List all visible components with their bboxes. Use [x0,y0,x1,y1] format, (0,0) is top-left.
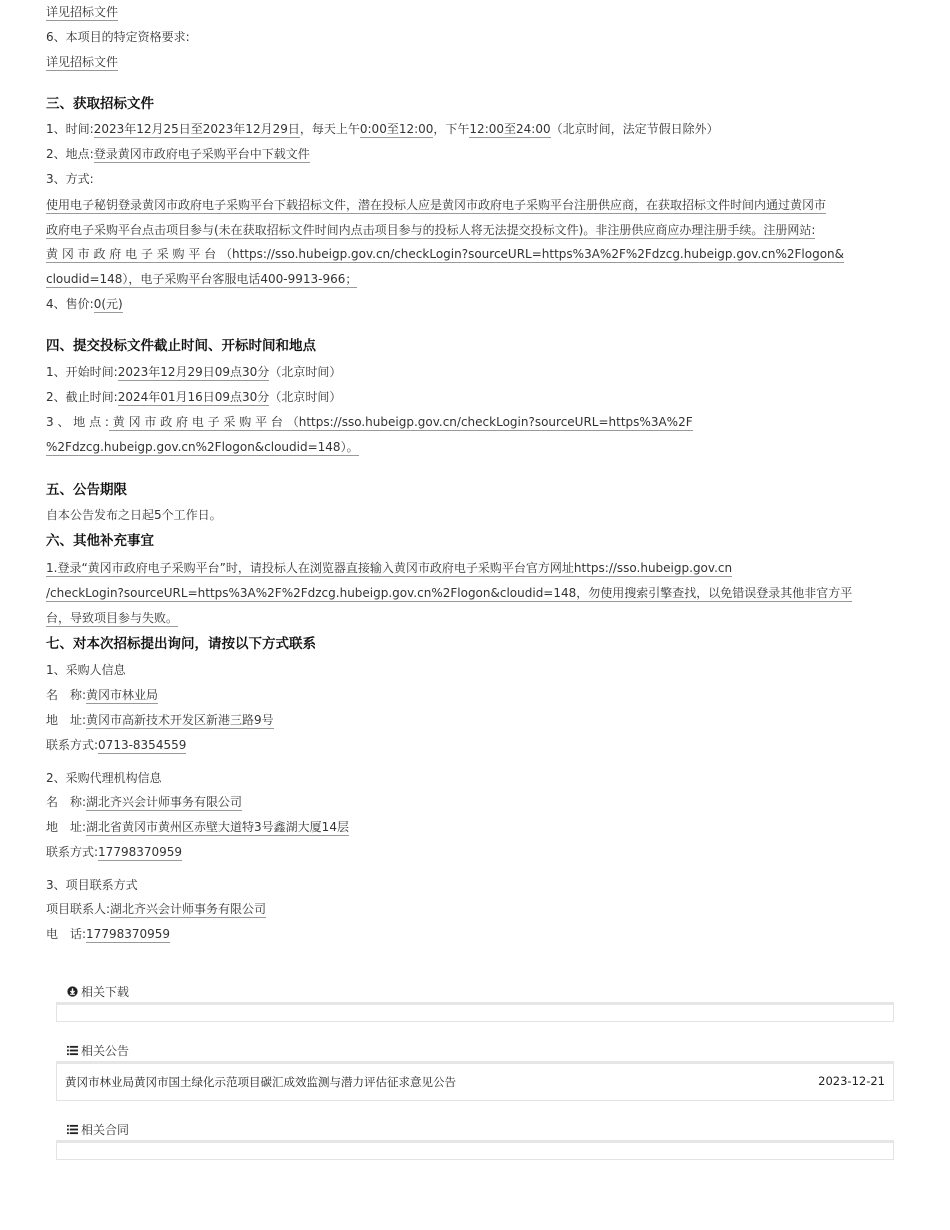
list-item[interactable] [65,1074,885,1090]
agency-heading: 2、采购代理机构信息 [46,771,162,785]
qual-see-doc-2: 详见招标文件 [46,55,119,69]
obtain-place-row: 2、地点:登录黄冈市政府电子采购平台中下载文件 [46,147,310,161]
period-text: 自本公告发布之日起5个工作日。 [46,508,222,522]
buyer-heading: 1、采购人信息 [46,663,126,677]
buyer-phone-row: 联系方式:0713-8354559 [46,738,187,752]
list-icon [67,1124,78,1135]
section-title-contact: 七、对本次招标提出询问，请按以下方式联系 [46,636,316,652]
obtain-method-line-1: 使用电子秘钥登录黄冈市政府电子采购平台下载招标文件，潜在投标人应是黄冈市政府电子采购平台注册供应商，在获取招标文件时间内通过黄冈市 [46,198,827,212]
obtain-price-row: 4、售价:0(元) [46,297,123,311]
obtain-method-line-2: 政府电子采购平台点击项目参与(未在获取招标文件时间内点击项目参与的投标人将无法提交投标文件)。非注册供应商应办理注册手续。注册网站: [46,223,816,237]
end-time-row: 2、截止时间:2024年01月16日09点30分（北京时间） [46,390,342,404]
bid-place-line-1: 3 、 地 点 : 黄 冈 市 政 府 电 子 采 购 平 台 （https://sso.hubeigp.gov.cn/checkLogin?sourceURL=https%3A%2F [46,415,693,429]
section-title-other: 六、其他补充事宜 [46,533,154,549]
obtain-method-label: 3、方式: [46,172,94,186]
related-announcements-header: 相关公告 [67,1042,129,1059]
project-contact-row: 项目联系人:湖北齐兴会计师事务有限公司 [46,902,267,916]
qual-see-doc-1: 详见招标文件 [46,5,119,19]
download-circle-icon [67,986,78,997]
related-contracts-list [56,1140,894,1160]
agency-address-row: 地 址:湖北省黄冈市黄州区赤壁大道特3号鑫湖大厦14层 [46,820,349,834]
bid-place-line-2: %2Fdzcg.hubeigp.gov.cn%2Flogon&cloudid=148）。 [46,440,359,454]
other-line-3: 台，导致项目参与失败。 [46,611,179,625]
related-contracts-header: 相关合同 [67,1121,129,1138]
obtain-time-row: 1、时间:2023年12月25日至2023年12月29日，每天上午0:00至12:00，下午12:00至24:00（北京时间，法定节假日除外） [46,122,719,136]
announcement-date: 2023-12-21 [818,1074,885,1088]
announcement-title-link[interactable]: 黄冈市林业局黄冈市国土绿化示范项目碳汇成效监测与潜力评估征求意见公告 [65,1075,456,1089]
buyer-name-row: 名 称:黄冈市林业局 [46,688,159,702]
obtain-method-line-4: cloudid=148），电子采购平台客服电话400-9913-966； [46,272,358,286]
related-announcements-list [56,1061,894,1101]
obtain-method-line-3: 黄 冈 市 政 府 电 子 采 购 平 台 （https://sso.hubeigp.gov.cn/checkLogin?sourceURL=https%3A%2F%2Fdzcg.hubeigp.gov.cn%2Flogon& [46,247,845,261]
start-time-row: 1、开始时间:2023年12月29日09点30分（北京时间） [46,365,342,379]
other-line-1: 1.登录“黄冈市政府电子采购平台”时，请投标人在浏览器直接输入黄冈市政府电子采购平台官方网址https://sso.hubeigp.gov.cn [46,561,733,575]
list-icon [67,1045,78,1056]
related-downloads-header: 相关下载 [67,983,129,1000]
section-title-obtain-docs: 三、获取招标文件 [46,96,154,112]
section-title-deadline: 四、提交投标文件截止时间、开标时间和地点 [46,338,316,354]
project-phone-row: 电 话:17798370959 [46,927,171,941]
other-line-2: /checkLogin?sourceURL=https%3A%2F%2Fdzcg.hubeigp.gov.cn%2Flogon&cloudid=148，勿使用搜索引擎查找，以免错误登录其他非官方平 [46,586,853,600]
project-heading: 3、项目联系方式 [46,878,138,892]
buyer-address-row: 地 址:黄冈市高新技术开发区新港三路9号 [46,713,274,727]
related-downloads-list [56,1002,894,1022]
agency-phone-row: 联系方式:17798370959 [46,845,183,859]
qual-specific-label: 6、本项目的特定资格要求: [46,30,190,44]
section-title-period: 五、公告期限 [46,482,127,498]
agency-name-row: 名 称:湖北齐兴会计师事务有限公司 [46,795,243,809]
